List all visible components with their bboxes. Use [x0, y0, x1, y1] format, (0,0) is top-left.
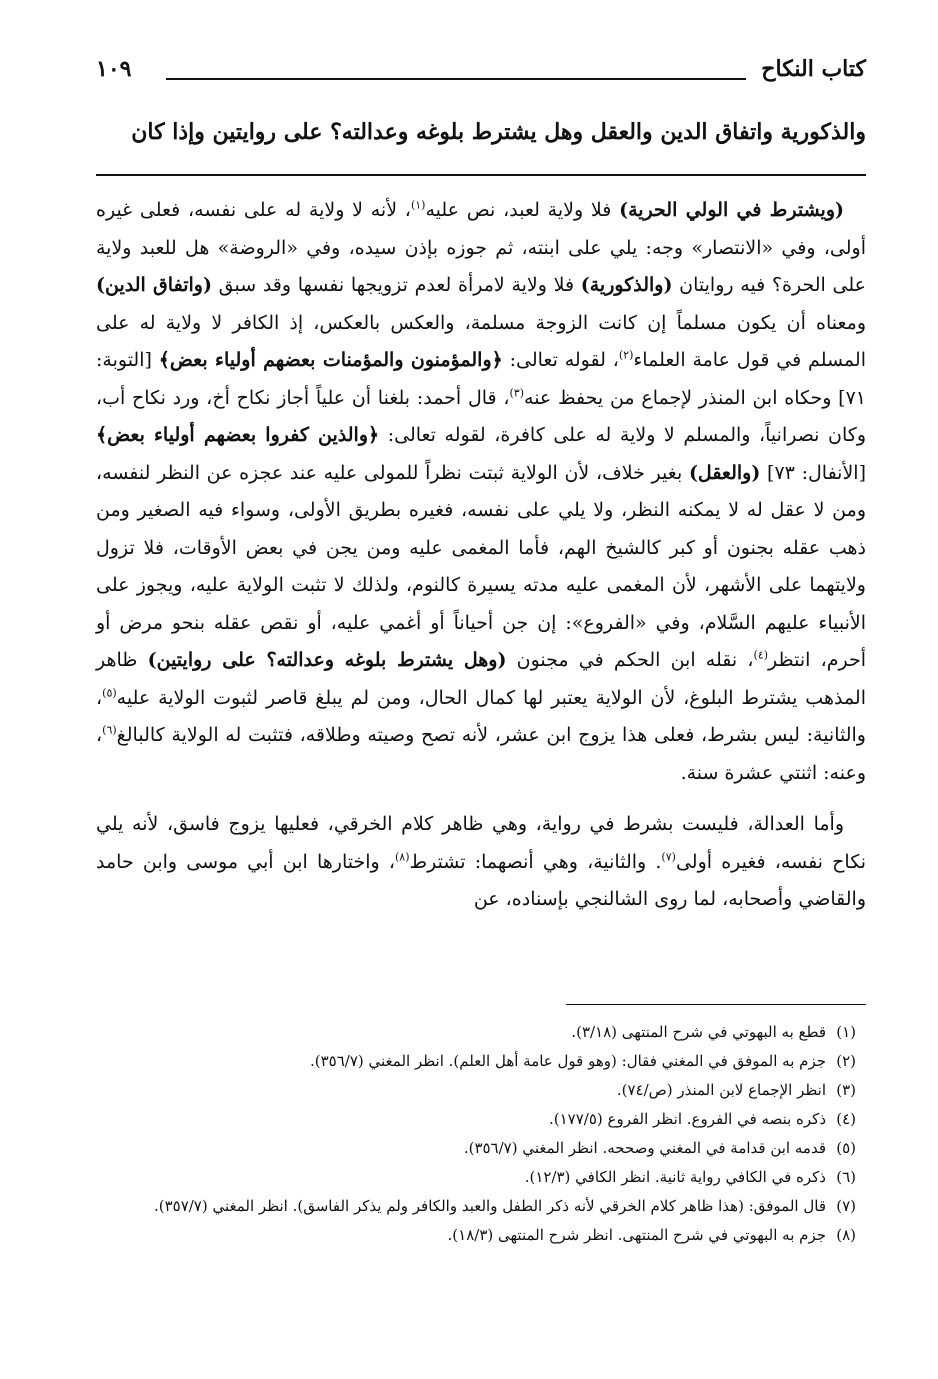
quoted-matn: (وهل يشترط بلوغه وعدالته؟ على روايتين) — [147, 649, 507, 671]
commentary-body — [96, 192, 866, 919]
quran-verse: ﴿والمؤمنون والمؤمنات بعضهم أولياء بعض﴾ — [158, 349, 503, 371]
footnotes — [96, 1018, 856, 1250]
footnote-item — [96, 1047, 856, 1076]
page-number: ١٠٩ — [96, 56, 132, 82]
text-run: ، واختارها ابن أبي موسى وابن حامد والقاضي وأصحابه، لما روى الشالنجي بإسناده، عن — [96, 850, 866, 910]
footnote-number: (١) — [836, 1023, 856, 1041]
footnote-number: (٧) — [836, 1197, 856, 1215]
footnote-text: قدمه ابن قدامة في المغني وصححه. انظر المغني (٣٥٦/٧). — [463, 1139, 826, 1157]
footnote-text: ذكره بنصه في الفروع. انظر الفروع (١٧٧/٥). — [548, 1110, 826, 1128]
text-run: ، قال أحمد: بلغنا أن علياً أجاز نكاح أخ، ورد نكاح أب، وكان نصرانياً، والمسلم لا ولاية له على كافرة، لقوله تعالى: — [96, 386, 866, 446]
footnote-text: انظر الإجماع لابن المنذر (ص/٧٤). — [616, 1081, 826, 1099]
quoted-matn: (ويشترط في الولي الحرية) — [619, 199, 845, 221]
footnote-number: (٥) — [836, 1139, 856, 1157]
footnote-ref-1[interactable]: (١) — [410, 198, 426, 212]
commentary-paragraph-2 — [96, 806, 866, 919]
footnote-text: جزم به الموفق في المغني فقال: (وهو قول عامة أهل العلم). انظر المغني (٣٥٦/٧). — [309, 1052, 826, 1070]
footnote-ref-8[interactable]: (٨) — [395, 850, 410, 864]
footnote-number: (٦) — [836, 1168, 856, 1186]
text-run: ظاهر المذهب يشترط البلوغ، لأن الولاية يعتبر لها كمال الحال، ومن لم يبلغ قاصر لثبوت الولاية عليه — [96, 649, 866, 709]
footnote-item — [96, 1105, 856, 1134]
text-run: . والثانية، وهي أنصهما: تشترط — [409, 850, 662, 873]
text-run: ، والثانية: ليس بشرط، فعلى هذا يزوج ابن عشر، لأنه تصح وصيته وطلاقه، فتثبت له الولاية كالبالغ — [96, 686, 866, 746]
footnote-number: (٨) — [836, 1226, 856, 1244]
commentary-paragraph-1 — [96, 192, 866, 792]
footnote-item — [96, 1018, 856, 1047]
matn-divider — [96, 174, 866, 176]
footnote-ref-7[interactable]: (٧) — [661, 850, 676, 864]
text-run: ، نقله ابن الحكم في مجنون — [506, 649, 754, 671]
footnote-divider — [566, 1004, 866, 1005]
quoted-matn: (والذكورية) — [580, 274, 673, 296]
chapter-title: كتاب النكاح — [761, 56, 866, 82]
text-run: فلا ولاية لعبد، نص عليه — [425, 199, 620, 221]
footnote-item — [96, 1221, 856, 1250]
matn-text: والذكورية واتفاق الدين والعقل وهل يشترط بلوغه وعدالته؟ على روايتين وإذا كان — [131, 119, 866, 145]
text-run: ، لأنه لا ولاية له على نفسه، فعلى غيره أولى، وفي «الانتصار» وجه: يلي على ابنته، ثم جوزه بإذن سيده، وفي «الروضة» هل للعبد ولاية على الحرة؟ فيه روايتان — [96, 199, 866, 296]
footnote-item — [96, 1192, 856, 1221]
footnote-item — [96, 1163, 856, 1192]
header-rule — [166, 78, 746, 80]
running-header — [96, 56, 866, 92]
footnote-text: ذكره في الكافي رواية ثانية. انظر الكافي (١٢/٣). — [524, 1168, 826, 1186]
quran-verse: ﴿والذين كفروا بعضهم أولياء بعض﴾ — [96, 424, 380, 446]
footnote-text: قطع به البهوتي في شرح المنتهى (٣/١٨). — [571, 1023, 826, 1041]
footnote-ref-5[interactable]: (٥) — [102, 686, 117, 700]
footnote-ref-4[interactable]: (٤) — [753, 648, 769, 662]
footnote-text: جزم به البهوتي في شرح المنتهى. انظر شرح المنتهى (١٨/٣). — [447, 1226, 826, 1244]
footnote-item — [96, 1134, 856, 1163]
text-run: وأما العدالة، فليست بشرط في رواية، وهي ظاهر كلام الخرقي، فعليها يزوج فاسق، لأنه يلي نكاح نفسه، فغيره أولى — [96, 813, 866, 873]
footnote-ref-3[interactable]: (٣) — [509, 386, 525, 400]
text-run: [التوبة: ٧١] وحكاه ابن المنذر لإجماع من يحفظ عنه — [96, 349, 866, 409]
text-run: ، لقوله تعالى: — [502, 349, 619, 371]
footnote-ref-2[interactable]: (٢) — [618, 348, 634, 362]
footnote-text: قال الموفق: (هذا ظاهر كلام الخرقي لأنه ذكر الطفل والعبد والكافر ولم يذكر الفاسق). انظر المغني (٣٥٧/٧). — [153, 1197, 826, 1215]
text-run: [الأنفال: ٧٣] — [760, 461, 866, 484]
quoted-matn: (والعقل) — [688, 461, 761, 484]
footnote-number: (٢) — [836, 1052, 856, 1070]
footnote-number: (٣) — [836, 1081, 856, 1099]
text-run: ومعناه أن يكون مسلماً إن كانت الزوجة مسلمة، والعكس بالعكس، إذ الكافر لا ولاية له على المسلم في قول عامة العلماء — [96, 311, 866, 371]
footnote-ref-6[interactable]: (٦) — [102, 723, 117, 737]
text-run: بغير خلاف، لأن الولاية ثبتت نظراً للمولى عليه عند عجزه عن النظر لنفسه، ومن لا عقل له لا يمكنه النظر، ولا يلي على نفسه، فغيره بطريق الأولى، وسواء فيه الصغير ومن ذهب عقله بجنون أو كبر كالشيخ الهم، فأما المغمى عليه ومن يجن في بعض الأوقات، فلا تزول ولايتهما على الأشهر، لأن المغمى عليه مدته يسيرة كالنوم، ولذلك لا تثبت الولاية عليه، ويجوز على الأنبياء عليهم السَّلام، وفي «الفروع»: إن جن أحياناً أو أغمي عليه، أو نقص عقله بنحو مرض أو أحرم، انتظر — [96, 461, 866, 671]
footnote-number: (٤) — [836, 1110, 856, 1128]
text-run: ، وعنه: اثنتي عشرة سنة. — [96, 724, 866, 784]
text-run: فلا ولاية لامرأة لعدم تزويجها نفسها وقد سبق — [211, 274, 581, 296]
quoted-matn: (واتفاق الدين) — [96, 274, 212, 296]
footnote-item — [96, 1076, 856, 1105]
